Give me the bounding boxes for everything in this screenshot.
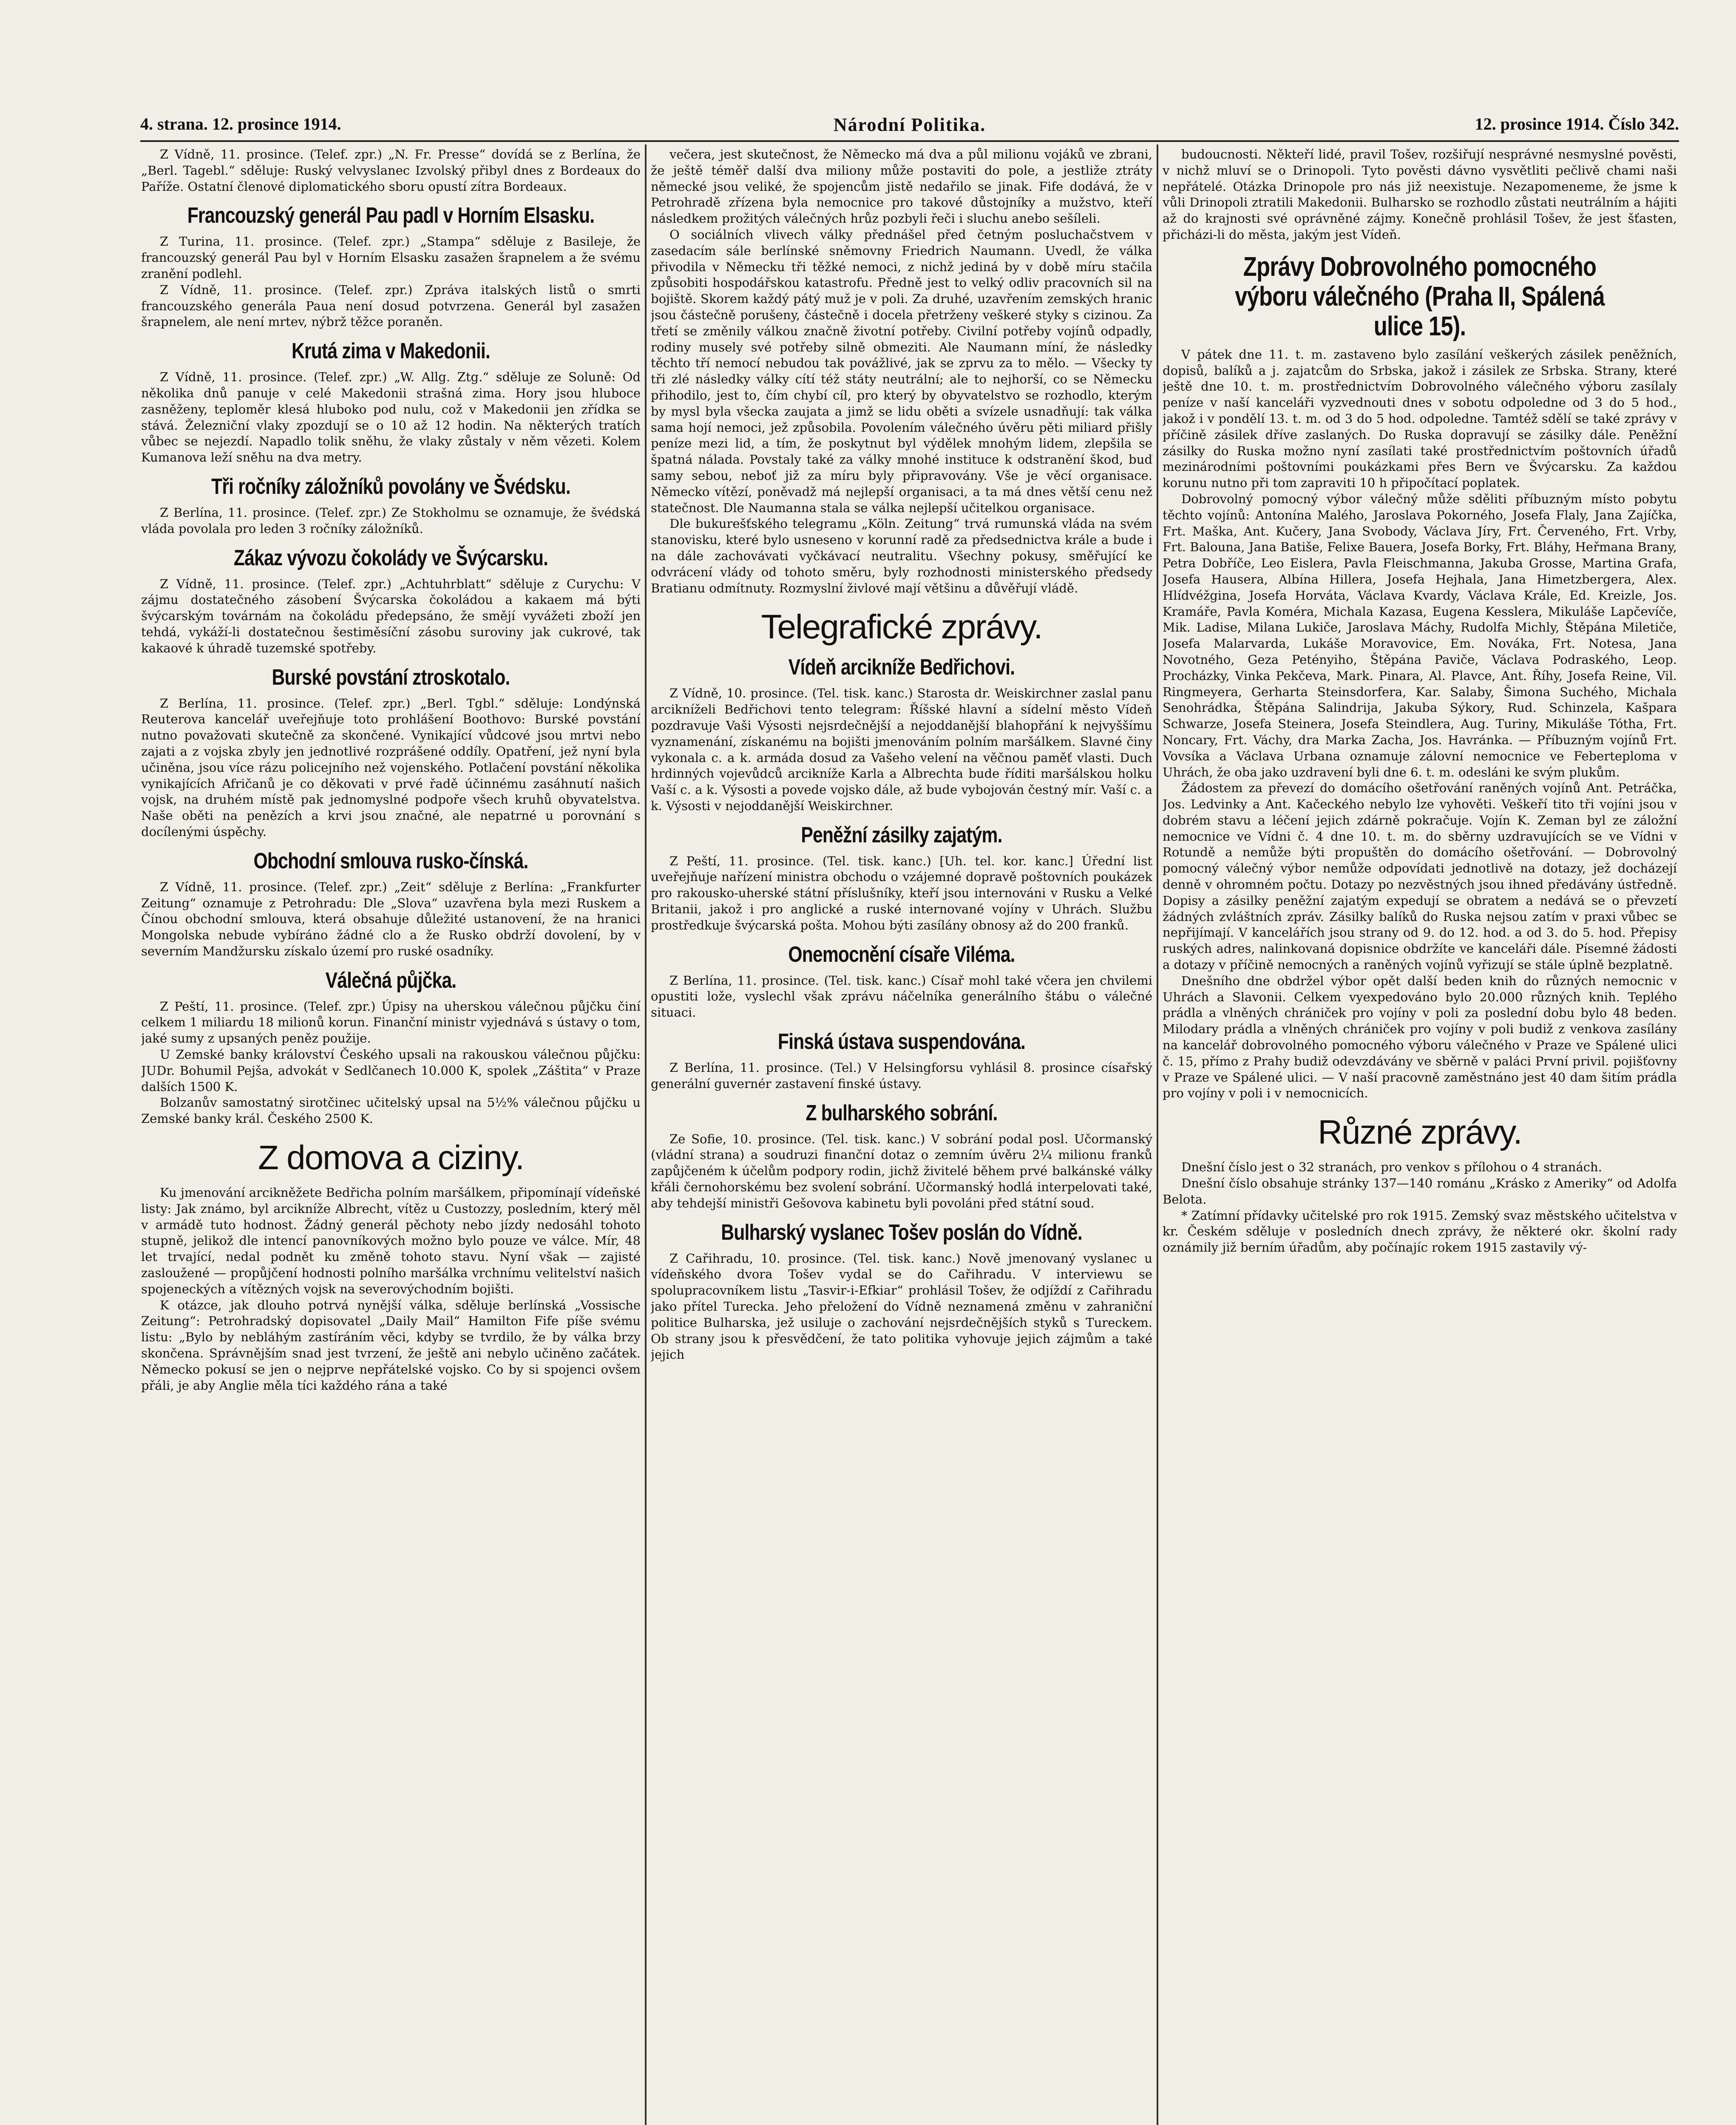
article-paragraph: Z Vídně, 11. prosince. (Telef. zpr.) „Zeit“ sděluje z Berlína: „Frankfurter Zeitung“ oznamuje z Petrohradu: Dle „Slova“ uzavřena byla mezi Ruskem a Čínou obchodní smlouva, která obsahuje důležité ustanovení, že na hranici Mongolska nebude vybíráno žádné clo a že Rusko obdrží dovolení, by v severním Mandžursku získalo území pro ruské osadníky. xyxy=(141,879,641,958)
article-headline: Z bulharského sobrání. xyxy=(806,1100,998,1125)
article-paragraph: Dnešní číslo jest o 32 stranách, pro venkov s přílohou o 4 stranách. xyxy=(1181,1160,1602,1175)
article-paragraph: budoucnosti. Někteří lidé, pravil Tošev, rozšiřují nesprávné nesmyslné pověsti, v nichž mluví se o Drinopoli. Tyto pověsti dávno vysvětliti pečlivě chami naši nepřátelé. Otázka Drinopole pro nás již neexistuje. Nezapomeneme, že jsme k vůli Drinopoli ztratili Makedonii. Bulharsko se rozhodlo zůstati neutrálním a hájiti až do krajnosti své oprávněné zájmy. Konečně prohlásil Tošev, že jest šťasten, přicházi-li do města, jakým jest Vídeň. xyxy=(1163,147,1677,242)
article-headline: Francouzský generál Pau padl v Horním Elsasku. xyxy=(187,203,595,228)
masthead xyxy=(140,114,1679,138)
article-paragraph: Žádostem za převezí do domácího ošetřování raněných vojínů Ant. Petráčka, Jos. Ledvinky a Ant. Kačeckého nebylo lze vyhověti. Veškeří tito tři vojíni jsou v dobrém stavu a léčení jejich zdárně pokračuje. Vojín K. Zeman byl ze záložní nemocnice ve Vídni č. 4 dne 10. t. m. do sběrny uzdravujících se ve Vídni v Rotundě a nemůže býti propuštěn do domácího ošetřování. — Dobrovolný pomocný válečný výbor nemůže odpovídati jednotlivě na dotazy, jež docházejí denně v ohromném počtu. Dotazy po nezvěstných jsou ihned předávány ústředně. Dopisy a zásilky peněžní zajatým expedují se obratem a nedává se o převzetí žádných zvláštních zpráv. Zásilky balíků do Ruska nejsou zatím v praxi vůbec se nepřijímají. V kancelářích jsou strany od 9. do 12. hod. a od 3. do 5. hod. Přepisy ruských adres, nalinkovaná dopisnice obdržíte ve kanceláři dále. Písemné žádosti a dotazy v příčině nemocných a raněných vojínů vyřizují se stále úplně bezplatně. xyxy=(1163,781,1677,972)
article-paragraph: * Zatímní přídavky učitelské pro rok 1915. Zemský svaz městského učitelstva v kr. Českém sděluje v posledních dnech zprávy, že některé okr. školní rady oznámily již berním úřadům, aby počínajíc rokem 1915 zastavily vý- xyxy=(1163,1208,1677,1255)
article-paragraph: O sociálních vlivech války přednášel před četným posluchačstvem v zasedacím sále berlínské sněmovny Friedrich Naumann. Uvedl, že válka přivodila v Německu tři těžké nemoci, z nichž jediná by v době míru stačila způsobiti hospodářskou katastrofu. Předně jest to velký odliv pracovních sil na bojiště. Skorem každý pátý muž je v poli. Za druhé, uzavřením zemských hranic jsou částečně porušeny, částečně i docela přetrženy veškeré styky s cizinou. Za třetí se změnily válkou značně životní potřeby. Civilní potřeby vojínů odpadly, rodiny musely své potřeby silně obmeziti. Ale Naumann míní, že následky těchto tří nemocí nebudou tak povážlivé, jak se zprvu za to mělo. — Všecky ty tři zlé následky války cítí též státy neutrální; ale to nejhorší, co se Německu přihodilo, jest to, čím chybí cíl, pro který by obyvatelstvo se rozhodlo, kterým by mysl byla všecka zaujata a jimž se lidu oběti a svízele usnadňují: tak válka sama hojí nemoci, jež způsobila. Povolením válečného úvěru pěti miliard přišly peníze mezi lid, a tím, že poskytnut byl výdělek mnohým lidem, zlepšila se špatná nálada. Povstaly také za války mnohé instituce k odstranění škod, buď samy sebou, neboť již za míru byly připravovány. Vše je věcí organisace. Německo vítězí, poněvadž má nejlepší organisaci, a ta má dnes větší cenu než statečnost. Dle Naumanna stala se válka nejlepší učitelkou organisace. xyxy=(651,227,1152,515)
issue-date-number: 12. prosince 1914. Číslo 342. xyxy=(1475,114,1679,133)
article-headline: Zákaz vývozu čokolády ve Švýcarsku. xyxy=(233,545,548,570)
header-rule xyxy=(140,140,1679,142)
article-paragraph: K otázce, jak dlouho potrvá nynější válka, sděluje berlínská „Vossische Zeitung“: Petrohradský dopisovatel „Daily Mail“ Hamilton Fife píše svému listu: „Bylo by nebláhým zastíráním věci, kdyby se tvrdilo, že by válka brzy skončena. Správnějším snad jest tvrzení, že ještě ani nebylo učiněno začátek. Německo pokusí se jen o nejprve nepřátelské vojsko. Co by si spojenci ovšem přáli, je aby Anglie měla tíci každého rána a také xyxy=(141,1298,641,1393)
column-3 xyxy=(1163,147,1677,2125)
article-paragraph: Dle bukurešťského telegramu „Köln. Zeitung“ trvá rumunská vláda na svém stanovisku, které bylo usneseno v korunní radě za předsednictva krále a bude i na dále zachovávati vyčkávací neutralitu. Všechny pokusy, směřující ke odvrácení vlády od tohoto směru, byly rozhodnosti ministerského předsedy Bratianu odmítnuty. Rozmyslní živlové mají většinu a důvěřují vládě. xyxy=(651,516,1152,595)
article-headline: Finská ústava suspendována. xyxy=(777,1029,1026,1054)
article-paragraph: Dnešní číslo obsahuje stránky 137—140 románu „Krásko z Ameriky“ od Adolfa Belota. xyxy=(1163,1176,1677,1207)
column-divider xyxy=(645,144,647,2125)
article-headline: Onemocnění císaře Viléma. xyxy=(788,942,1015,967)
column-1 xyxy=(141,147,641,2125)
article-headline: Krutá zima v Makedonii. xyxy=(292,339,490,364)
article-paragraph: U Zemské banky království Českého upsali na rakouskou válečnou půjčku: JUDr. Bohumil Pejša, advokát v Sedlčanech 10.000 K, spolek „Záštita“ v Praze dalších 1500 K. xyxy=(141,1047,641,1094)
article-paragraph: Z Vídně, 11. prosince. (Telef. zpr.) „Achtuhrblatt“ sděluje z Curychu: V zájmu dostatečného zásobení Švýcarska čokoládou a kakaem má býti švýcarským továrnám na čokoládu předepsáno, že smějí vyvážeti zboží jen tehdá, vykáží-li dostatečnou šestiměsíční zásobu suroviny jak cukrové, tak kakaové k úhradě tuzemské spotřeby. xyxy=(141,576,641,655)
article-paragraph: Z Berlína, 11. prosince. (Telef. zpr.) Ze Stokholmu se oznamuje, že švédská vláda povolala pro leden 3 ročníky záložníků. xyxy=(141,505,641,536)
article-paragraph: Z Vídně, 11. prosince. (Telef. zpr.) „N. Fr. Presse“ dovídá se z Berlína, že „Berl. Tagebl.“ sděluje: Ruský velvyslanec Izvolský přibyl dnes z Bordeaux do Paříže. Ostatní členové diplomatického sboru opustí zítra Bordeaux. xyxy=(141,147,641,194)
article-headline: Peněžní zásilky zajatým. xyxy=(801,822,1002,847)
article-headline: Bulharský vyslanec Tošev poslán do Vídně. xyxy=(721,1220,1082,1245)
article-paragraph: Z Berlína, 11. prosince. (Telef. zpr.) „Berl. Tgbl.“ sděluje: Londýnská Reuterova kancelář uveřejňuje toto prohlášení Boothovo: Burské povstání nutno považovati skutečně za skončené. Vynikající vůdcové jsou mrtvi nebo zajati a z vojska zbyly jen jednotlivé rozprášené oddíly. Opatření, jež nyní byla učiněna, jsou více rázu policejního než vojenského. Potlačení povstání několika vynikajících Afričanů je co děkovati v prvé řadě účinnému zasáhnutí našich vojsk, na druhém místě pak jednomyslné podpoře všech kruhů obyvatelstva. Naše oběti na penězích a krvi jsou značné, ale nepatrné u porovnání s docílenými úspěchy. xyxy=(141,696,641,839)
article-headline: Válečná půjčka. xyxy=(325,968,457,993)
article-paragraph: Z Turina, 11. prosince. (Telef. zpr.) „Stampa“ sděluje z Basileje, že francouzský generál Pau byl v Horním Elsasku zasažen šrapnelem a že svému zranění podlehl. xyxy=(141,234,641,281)
article-headline: Vídeň arcikníže Bedřichovi. xyxy=(788,655,1015,680)
article-paragraph: Z Vídně, 11. prosince. (Telef. zpr.) Zpráva italských listů o smrti francouzského generála Paua není dosud potvrzena. Generál byl zasažen šrapnelem, ale není mrtev, nýbrž těžce poraněn. xyxy=(141,282,641,329)
column-divider xyxy=(1157,144,1158,2125)
article-paragraph: Z Berlína, 11. prosince. (Tel.) V Helsingforsu vyhlásil 8. prosince císařský generální guvernér zastavení finské ústavy. xyxy=(651,1060,1152,1091)
article-paragraph: večera, jest skutečnost, že Německo má dva a půl milionu vojáků ve zbrani, že ještě téměř další dva miliony může postaviti do pole, a jestliže ztráty německé jsou veliké, že spojencům jistě nedařilo se jinak. Fife dodává, že v Petrohradě zřízena byla nemocnice pro takové důstojníky a mužstvo, kteří následkem prožitých válečných hrůz pozbyli řeči i sluchu anebo sešíleli. xyxy=(651,147,1152,226)
section-heading: Telegrafické zprávy. xyxy=(761,608,1042,646)
article-headline: Tři ročníky záložníků povolány ve Švédsku. xyxy=(211,474,570,499)
article-headline: Burské povstání ztroskotalo. xyxy=(272,665,510,690)
article-headline: Obchodní smlouva rusko-čínská. xyxy=(253,848,528,873)
article-paragraph: Bolzanův samostatný sirotčinec učitelský upsal na 5½% válečnou půjčku u Zemské banky král. Českého 2500 K. xyxy=(141,1095,641,1126)
article-paragraph: Z Berlína, 11. prosince. (Tel. tisk. kanc.) Císař mohl také včera jen chvilemi opustiti lože, vyslechl však zprávu náčelníka generálního štábu o válečné situaci. xyxy=(651,973,1152,1020)
article-paragraph: Ku jmenování arcikněžete Bedřicha polním maršálkem, připomínají vídeňské listy: Jak známo, byl arcikníže Albrecht, vítěz u Custozzy, posledním, který měl v armádě tuto hodnost. Žádný generál pěchoty nebo jízdy nedosáhl tohoto stupně, jelikož dle intencí panovníkových možno bylo pouze ve válce. Mír, 48 let trvající, nedal podnět ku změně tohoto stavu. Nyní však — zajisté zasloužené — propůjčení hodnosti polního maršálka vrchnímu velitelství našich spojeneckých a vítězných vojsk na severovýchodním bojišti. xyxy=(141,1185,641,1296)
page-number-date: 4. strana. 12. prosince 1914. xyxy=(140,114,341,133)
section-heading: Z domova a ciziny. xyxy=(258,1139,524,1177)
article-paragraph: V pátek dne 11. t. m. zastaveno bylo zasílání veškerých zásilek peněžních, dopisů, balíků a j. zajatcům do Srbska, jakož i zásilek ze Srbska. Strany, které ještě dne 10. t. m. prostřednictvím Dobrovolného válečného výboru zasílaly peníze v naší kanceláři vyzvednouti dnes v sobotu odpoledne od 3 do 5 hod., jakož i v pondělí 13. t. m. od 3 do 5 hod. odpoledne. Tamtéž sdělí se také zprávy v příčině zásilek dříve zaslaných. Do Ruska dopravují se zásilky dále. Peněžní zásilky do Ruska možno nyní zasílati také prostřednictvím poštovních úřadů mezinárodními poštovními poukázkami přes Bern ve Švýcarsku. Za každou korunu nutno při tom zapraviti 10 h připočítací poplatek. xyxy=(1163,347,1677,490)
article-paragraph: Z Cařihradu, 10. prosince. (Tel. tisk. kanc.) Nově jmenovaný vyslanec u vídeňského dvora Tošev vydal se do Cařihradu. V interviewu se spolupracovníkem listu „Tasvir-i-Efkiar“ prohlásil Tošev, že odjíždí z Cařihradu jako přítel Turecka. Jeho přeložení do Vídně neznamená změnu v zahraniční politice Bulharska, jež usiluje o zachování nejsrdečnějších styků s Tureckem. Ob strany jsou k přesvědčení, že tato politika vyhovuje jejich zájmům a také jejich xyxy=(651,1251,1152,1362)
column-2 xyxy=(651,147,1152,2125)
article-paragraph: Z Peští, 11. prosince. (Tel. tisk. kanc.) [Uh. tel. kor. kanc.] Úřední list uveřejňuje nařízení ministra obchodu o vzájemné dopravě poštovních poukázek pro rakousko-uherské státní příslušníky, kteří jsou internováni v Rusku a Velké Britanii, jakož i pro anglické a ruské internované vojíny v Uhrách. Službu prostředkuje švýcarská pošta. Mohou býti zasílány obnosy až do 200 franků. xyxy=(651,853,1152,932)
newspaper-title: Národní Politika. xyxy=(833,114,986,135)
article-paragraph: Z Vídně, 11. prosince. (Telef. zpr.) „W. Allg. Ztg.“ sděluje ze Soluně: Od několika dnů panuje v celé Makedonii strašná zima. Hory jsou hluboce zasněženy, teploměr klesá hluboko pod nulu, což v Makedonii jen zřídka se stává. Železniční vlaky zpozdují se o 10 až 12 hodin. Na některých tratích vůbec se nejezdí. Napadlo tolik sněhu, že vlaky zůstaly v něm vězeti. Kolem Kumanova leží sněhu na dva metry. xyxy=(141,370,641,465)
article-paragraph: Dobrovolný pomocný výbor válečný může sděliti příbuzným místo pobytu těchto vojínů: Antonína Malého, Jaroslava Pokorného, Josefa Flaly, Jana Zajíčka, Frt. Maška, Ant. Kučery, Jana Svobody, Václava Jíry, Frt. Červeného, Frt. Vrby, Frt. Balouna, Jana Batiše, Felixe Bauera, Josefa Borky, Frt. Bláhy, Heřmana Brany, Petra Dobříče, Leo Eislera, Pavla Fleischmanna, Jakuba Grosse, Martina Grafa, Josefa Hausera, Albína Hillera, Josefa Hejhala, Jana Himetzbergera, Alex. Hlídvéžgina, Josefa Horváta, Václava Kvardy, Václava Krále, Ed. Kreizle, Jos. Kramáře, Pavla Koméra, Michala Kazasa, Eugena Kesslera, Mikuláše Lapčevíče, Mik. Ladise, Milana Lukiče, Jaroslava Máchy, Rudolfa Michly, Štěpána Miletiče, Josefa Malarvarda, Lukáše Moravovice, Em. Nováka, Frt. Notesa, Jana Novotného, Geza Petényiho, Štěpána Paviče, Václava Podraského, Leop. Procházky, Vinka Pekčeva, Mark. Pinara, Al. Plavce, Ant. Říhy, Josefa Reine, Vil. Ringmeyera, Gerharta Steinsdorfera, Kar. Salaby, Šimona Suchého, Michala Senohrádka, Štěpána Salindrija, Jakuba Sýkory, Rud. Schinzela, Kašpara Schwarze, Josefa Steinera, Josefa Steindlera, Aug. Turiny, Mikuláše Tótha, Frt. Noncary, Frt. Váchy, dra Marka Zacha, Jos. Havránka. — Příbuzným vojínů Frt. Vovsíka a Václava Urbana oznamuje zálovní nemocnice ve Feberteploma v Uhrách, že oba jako uzdravení byli dne 6. t. m. odesláni ke svým plukům. xyxy=(1163,491,1677,779)
article-paragraph: Z Vídně, 10. prosince. (Tel. tisk. kanc.) Starosta dr. Weiskirchner zaslal panu arcikníželi Bedřichovi tento telegram: Říšské hlavní a sídelní město Vídeň pozdravuje Vaši Výsosti nejsrdečnější a nejoddanější blahopřání k nejvyššímu vyznamenání, získanému na bojišti jmenováním polním maršálkem. Slavné činy vykonala c. a k. armáda dosud za Vašeho velení na věčnou paměť vlasti. Duch hrdinných vojevůdců arcikníže Karla a Albrechta bude říditi maršálskou holku Vaší c. a k. Výsosti a povede vojsko dále, až bude vybojován čestný mír. Vaší c. a k. Výsosti v nejoddanější Weiskirchner. xyxy=(651,686,1152,813)
article-paragraph: Dnešního dne obdržel výbor opět další beden knih do různých nemocnic v Uhrách a Slavonii. Celkem vyexpedováno bylo 20.000 různých knih. Teplého prádla a vlněných chrániček pro vojíny v poli za poslední dobu bylo 48 beden. Milodary prádla a vlněných chrániček pro vojíny v poli budiž z venkova zasílány na kancelář dobrovolného pomocného výboru válečného v Praze ve Spálené ulici č. 15, přímo z Prahy budiž odevzdávány ve sběrně v paláci První privil. pojišťovny v Praze ve Spálené ulici. — V naší pracovně zaměstnáno jest 40 dam šitím prádla pro vojíny v poli i v nemocnicích. xyxy=(1163,973,1677,1101)
article-paragraph: Ze Sofie, 10. prosince. (Tel. tisk. kanc.) V sobrání podal posl. Učormanský (vládní strana) a soudruzi finanční dotaz o zemním úvěru 2¼ milionu franků zapůjčeném k účelům podpory rodin, jichž živitelé během prvé balkánské války křáli černohorskému bez svolení sobrání. Učormanský hodlá interpelovati také, aby tehdejší ministři Gešovova kabinetu byli povoláni před státní soud. xyxy=(651,1131,1152,1210)
article-headline: Zprávy Dobrovolného pomocného výboru válečného (Praha II, Spálená ulice 15). xyxy=(1235,251,1605,341)
section-heading: Různé zprávy. xyxy=(1318,1113,1522,1151)
article-paragraph: Z Peští, 11. prosince. (Telef. zpr.) Úpisy na uherskou válečnou půjčku činí celkem 1 miliardu 18 milionů korun. Finanční ministr vyjednává s ústavy o tom, jaké sumy z upsaných peněz použije. xyxy=(141,999,641,1046)
